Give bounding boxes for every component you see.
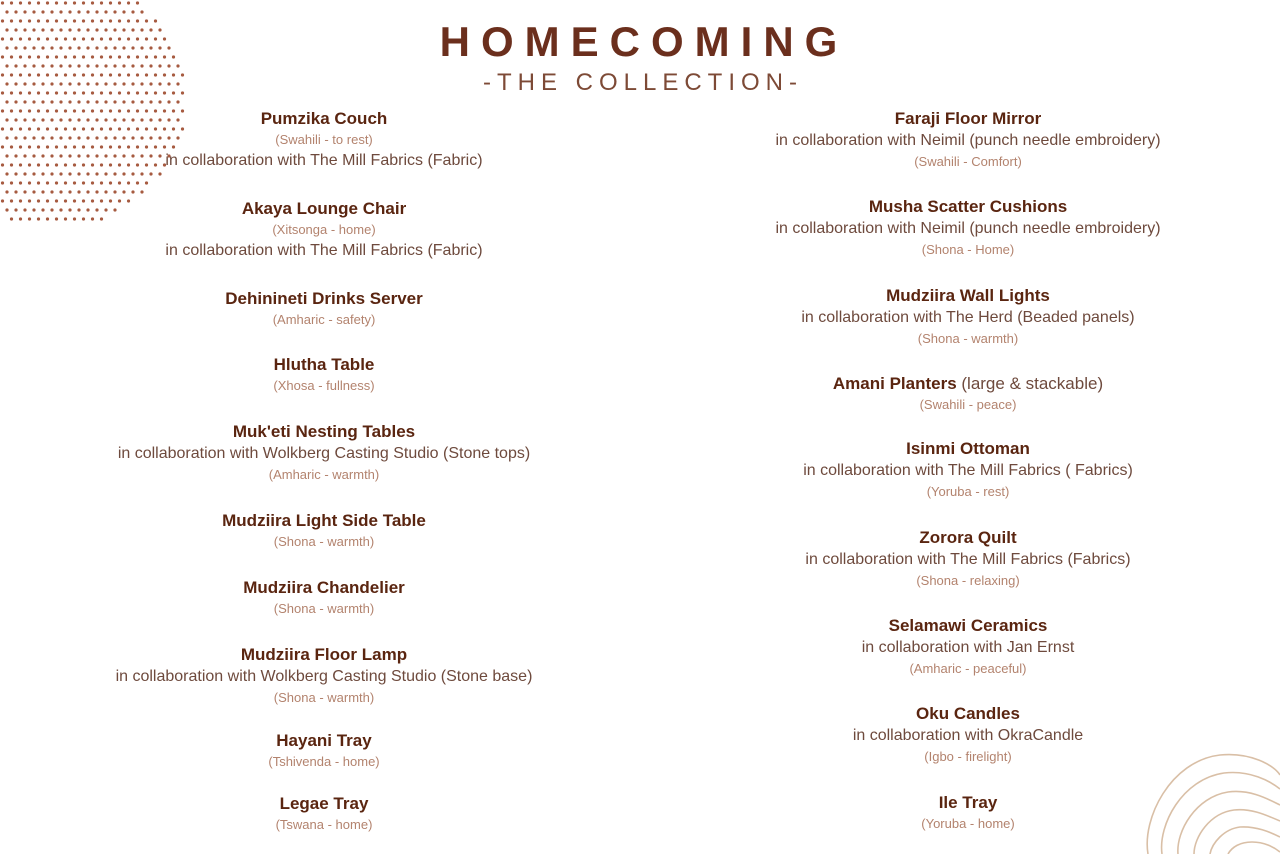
product-name: Selamawi Ceramics [888, 616, 1048, 635]
product-item [688, 196, 1248, 260]
product-meaning: (Amharic - peaceful) [909, 661, 1027, 676]
product-name: Mudziira Chandelier [243, 578, 405, 597]
product-name: Legae Tray [279, 794, 369, 813]
product-name: Faraji Floor Mirror [894, 109, 1042, 128]
product-name: Oku Candles [916, 704, 1020, 723]
product-item [688, 703, 1248, 767]
product-collaboration: in collaboration with Wolkberg Casting Studio (Stone tops) [117, 445, 531, 462]
product-collaboration: in collaboration with OkraCandle [852, 727, 1084, 744]
product-item [688, 792, 1248, 834]
product-collaboration: in collaboration with The Mill Fabrics (Fabric) [165, 242, 483, 259]
product-name: Hayani Tray [276, 731, 372, 750]
product-name: Mudziira Floor Lamp [240, 645, 408, 664]
product-name: Mudziira Light Side Table [222, 511, 426, 530]
product-meaning: (Tswana - home) [275, 817, 373, 832]
product-meaning: (Swahili - peace) [919, 397, 1017, 412]
product-item [44, 354, 604, 396]
product-collaboration: in collaboration with Neimil (punch needle embroidery) [775, 220, 1161, 237]
product-collaboration: in collaboration with Jan Ernst [861, 639, 1075, 656]
product-item [688, 108, 1248, 172]
product-item [44, 198, 604, 262]
product-meaning: (Yoruba - rest) [926, 484, 1010, 499]
product-meaning: (Shona - warmth) [273, 690, 375, 705]
product-meaning: (Yoruba - home) [921, 816, 1015, 831]
product-item [44, 108, 604, 172]
product-item [44, 510, 604, 552]
product-name: Dehinineti Drinks Server [225, 289, 423, 308]
product-meaning: (Xitsonga - home) [272, 222, 376, 237]
right-product-list [688, 0, 1248, 854]
product-meaning: (Shona - warmth) [273, 601, 375, 616]
product-name: Pumzika Couch [260, 109, 388, 128]
product-meaning: (Shona - warmth) [273, 534, 375, 549]
product-meaning: (Swahili - to rest) [275, 132, 373, 147]
product-name: Musha Scatter Cushions [868, 197, 1068, 216]
product-collaboration: in collaboration with The Herd (Beaded panels) [801, 309, 1135, 326]
left-product-list [44, 0, 604, 854]
product-item [688, 285, 1248, 349]
product-collaboration: in collaboration with Neimil (punch needle embroidery) [775, 132, 1161, 149]
product-item [688, 527, 1248, 591]
product-item [688, 615, 1248, 679]
product-meaning: (Amharic - safety) [272, 312, 376, 327]
page-title: HOMECOMING [439, 18, 849, 65]
page-subtitle: -THE COLLECTION- [482, 69, 803, 96]
product-item [44, 793, 604, 835]
product-name: Akaya Lounge Chair [241, 199, 407, 218]
product-meaning: (Tshivenda - home) [268, 754, 380, 769]
product-item [44, 577, 604, 619]
product-meaning: (Amharic - warmth) [268, 467, 380, 482]
product-meaning: (Shona - relaxing) [916, 573, 1020, 588]
product-name: Amani Planters [832, 374, 957, 393]
product-name: Muk'eti Nesting Tables [232, 422, 416, 441]
product-name-line [688, 373, 1248, 395]
product-name: Isinmi Ottoman [906, 439, 1030, 458]
product-meaning: (Shona - Home) [921, 242, 1015, 257]
product-item [44, 730, 604, 772]
product-name: Zorora Quilt [919, 528, 1017, 547]
product-meaning: (Swahili - Comfort) [914, 154, 1022, 169]
product-collaboration: in collaboration with The Mill Fabrics (Fabric) [165, 152, 483, 169]
product-collaboration: in collaboration with Wolkberg Casting Studio (Stone base) [115, 668, 533, 685]
product-meaning: (Xhosa - fullness) [273, 378, 375, 393]
product-collaboration: in collaboration with The Mill Fabrics ( Fabrics) [803, 462, 1133, 479]
product-meaning: (Shona - warmth) [917, 331, 1019, 346]
product-item [688, 373, 1248, 415]
product-name: Ile Tray [938, 793, 998, 812]
product-item [44, 288, 604, 330]
product-name: Hlutha Table [273, 355, 375, 374]
product-name: Mudziira Wall Lights [886, 286, 1050, 305]
product-collaboration: in collaboration with The Mill Fabrics (Fabrics) [805, 551, 1131, 568]
product-item [688, 438, 1248, 502]
product-item [44, 421, 604, 485]
product-meaning: (Igbo - firelight) [924, 749, 1012, 764]
product-item [44, 644, 604, 708]
product-note: (large & stackable) [956, 374, 1104, 393]
